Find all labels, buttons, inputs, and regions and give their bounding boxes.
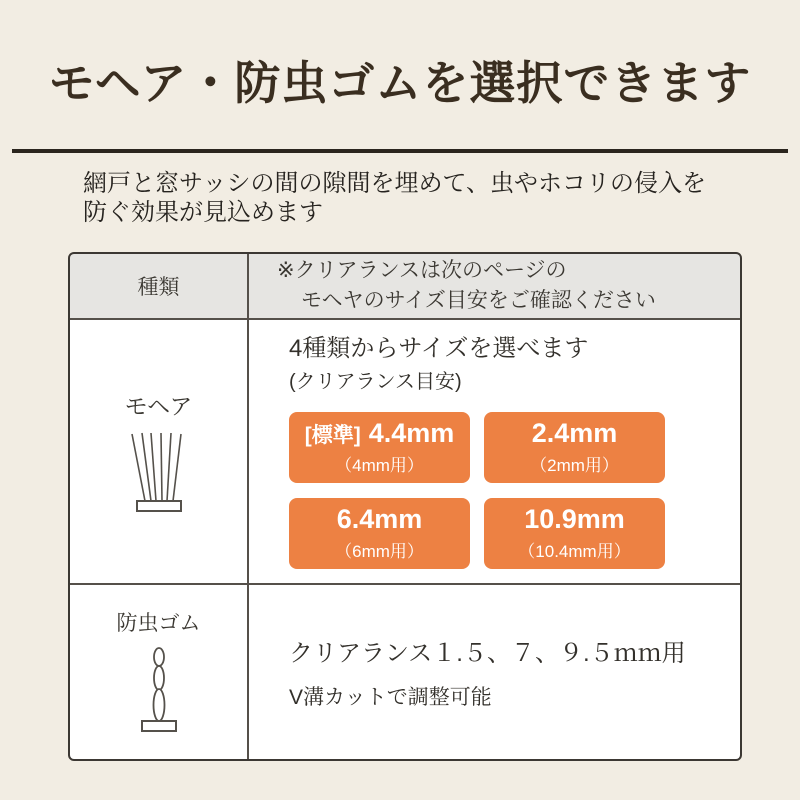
rubber-detail-cell — [249, 585, 740, 759]
size-number: 2.4mm — [531, 417, 618, 448]
size-value — [337, 505, 423, 533]
size-clearance: （4mm用） — [335, 456, 424, 476]
rubber-type-cell — [70, 585, 247, 759]
size-option-6-4mm — [289, 498, 470, 569]
size-prefix: [標準] — [304, 423, 361, 447]
table-header-note — [249, 254, 740, 318]
note-line: ※クリアランスは次のページの — [277, 258, 567, 282]
size-number: 6.4mm — [336, 503, 423, 534]
size-number: 10.9mm — [524, 503, 625, 534]
intro-line: 防ぐ効果が見込めます — [83, 199, 323, 226]
mohair-label: モヘア — [124, 393, 193, 419]
page-title: モヘア・防虫ゴムを選択できます — [48, 57, 752, 109]
mohair-type-cell — [70, 320, 247, 583]
mohair-heading: 4種類からサイズを選べます — [289, 335, 589, 362]
rubber-label: 防虫ゴム — [116, 612, 201, 635]
size-value — [305, 419, 455, 447]
table-header-type: 種類 — [70, 254, 247, 318]
intro-text — [83, 169, 706, 227]
title-divider — [12, 149, 788, 153]
rubber-adjust-text: V溝カットで調整可能 — [289, 686, 492, 709]
size-clearance: （6mm用） — [335, 542, 424, 562]
size-option-2-4mm — [484, 412, 665, 483]
size-value — [524, 505, 625, 533]
mohair-subheading: (クリアランス目安) — [289, 371, 462, 393]
size-number: 4.4mm — [368, 417, 455, 448]
size-option-4-4mm — [289, 412, 470, 483]
intro-line: 網戸と窓サッシの間の隙間を埋めて、虫やホコリの侵入を — [83, 170, 707, 197]
rubber-strip-icon — [137, 647, 181, 737]
spec-table — [68, 252, 742, 761]
size-option-10-9mm — [484, 498, 665, 569]
rubber-clearance-text: クリアランス１.５、７、９.５ｍｍ用 — [289, 640, 686, 667]
size-value — [532, 419, 618, 447]
mohair-brush-icon — [129, 431, 189, 515]
size-clearance: （2mm用） — [530, 456, 619, 476]
mohair-detail-cell — [249, 320, 740, 583]
size-clearance: （10.4mm用） — [518, 542, 631, 562]
mohair-size-options — [289, 412, 740, 569]
note-line: モヘヤのサイズ目安をご確認ください — [301, 289, 656, 312]
